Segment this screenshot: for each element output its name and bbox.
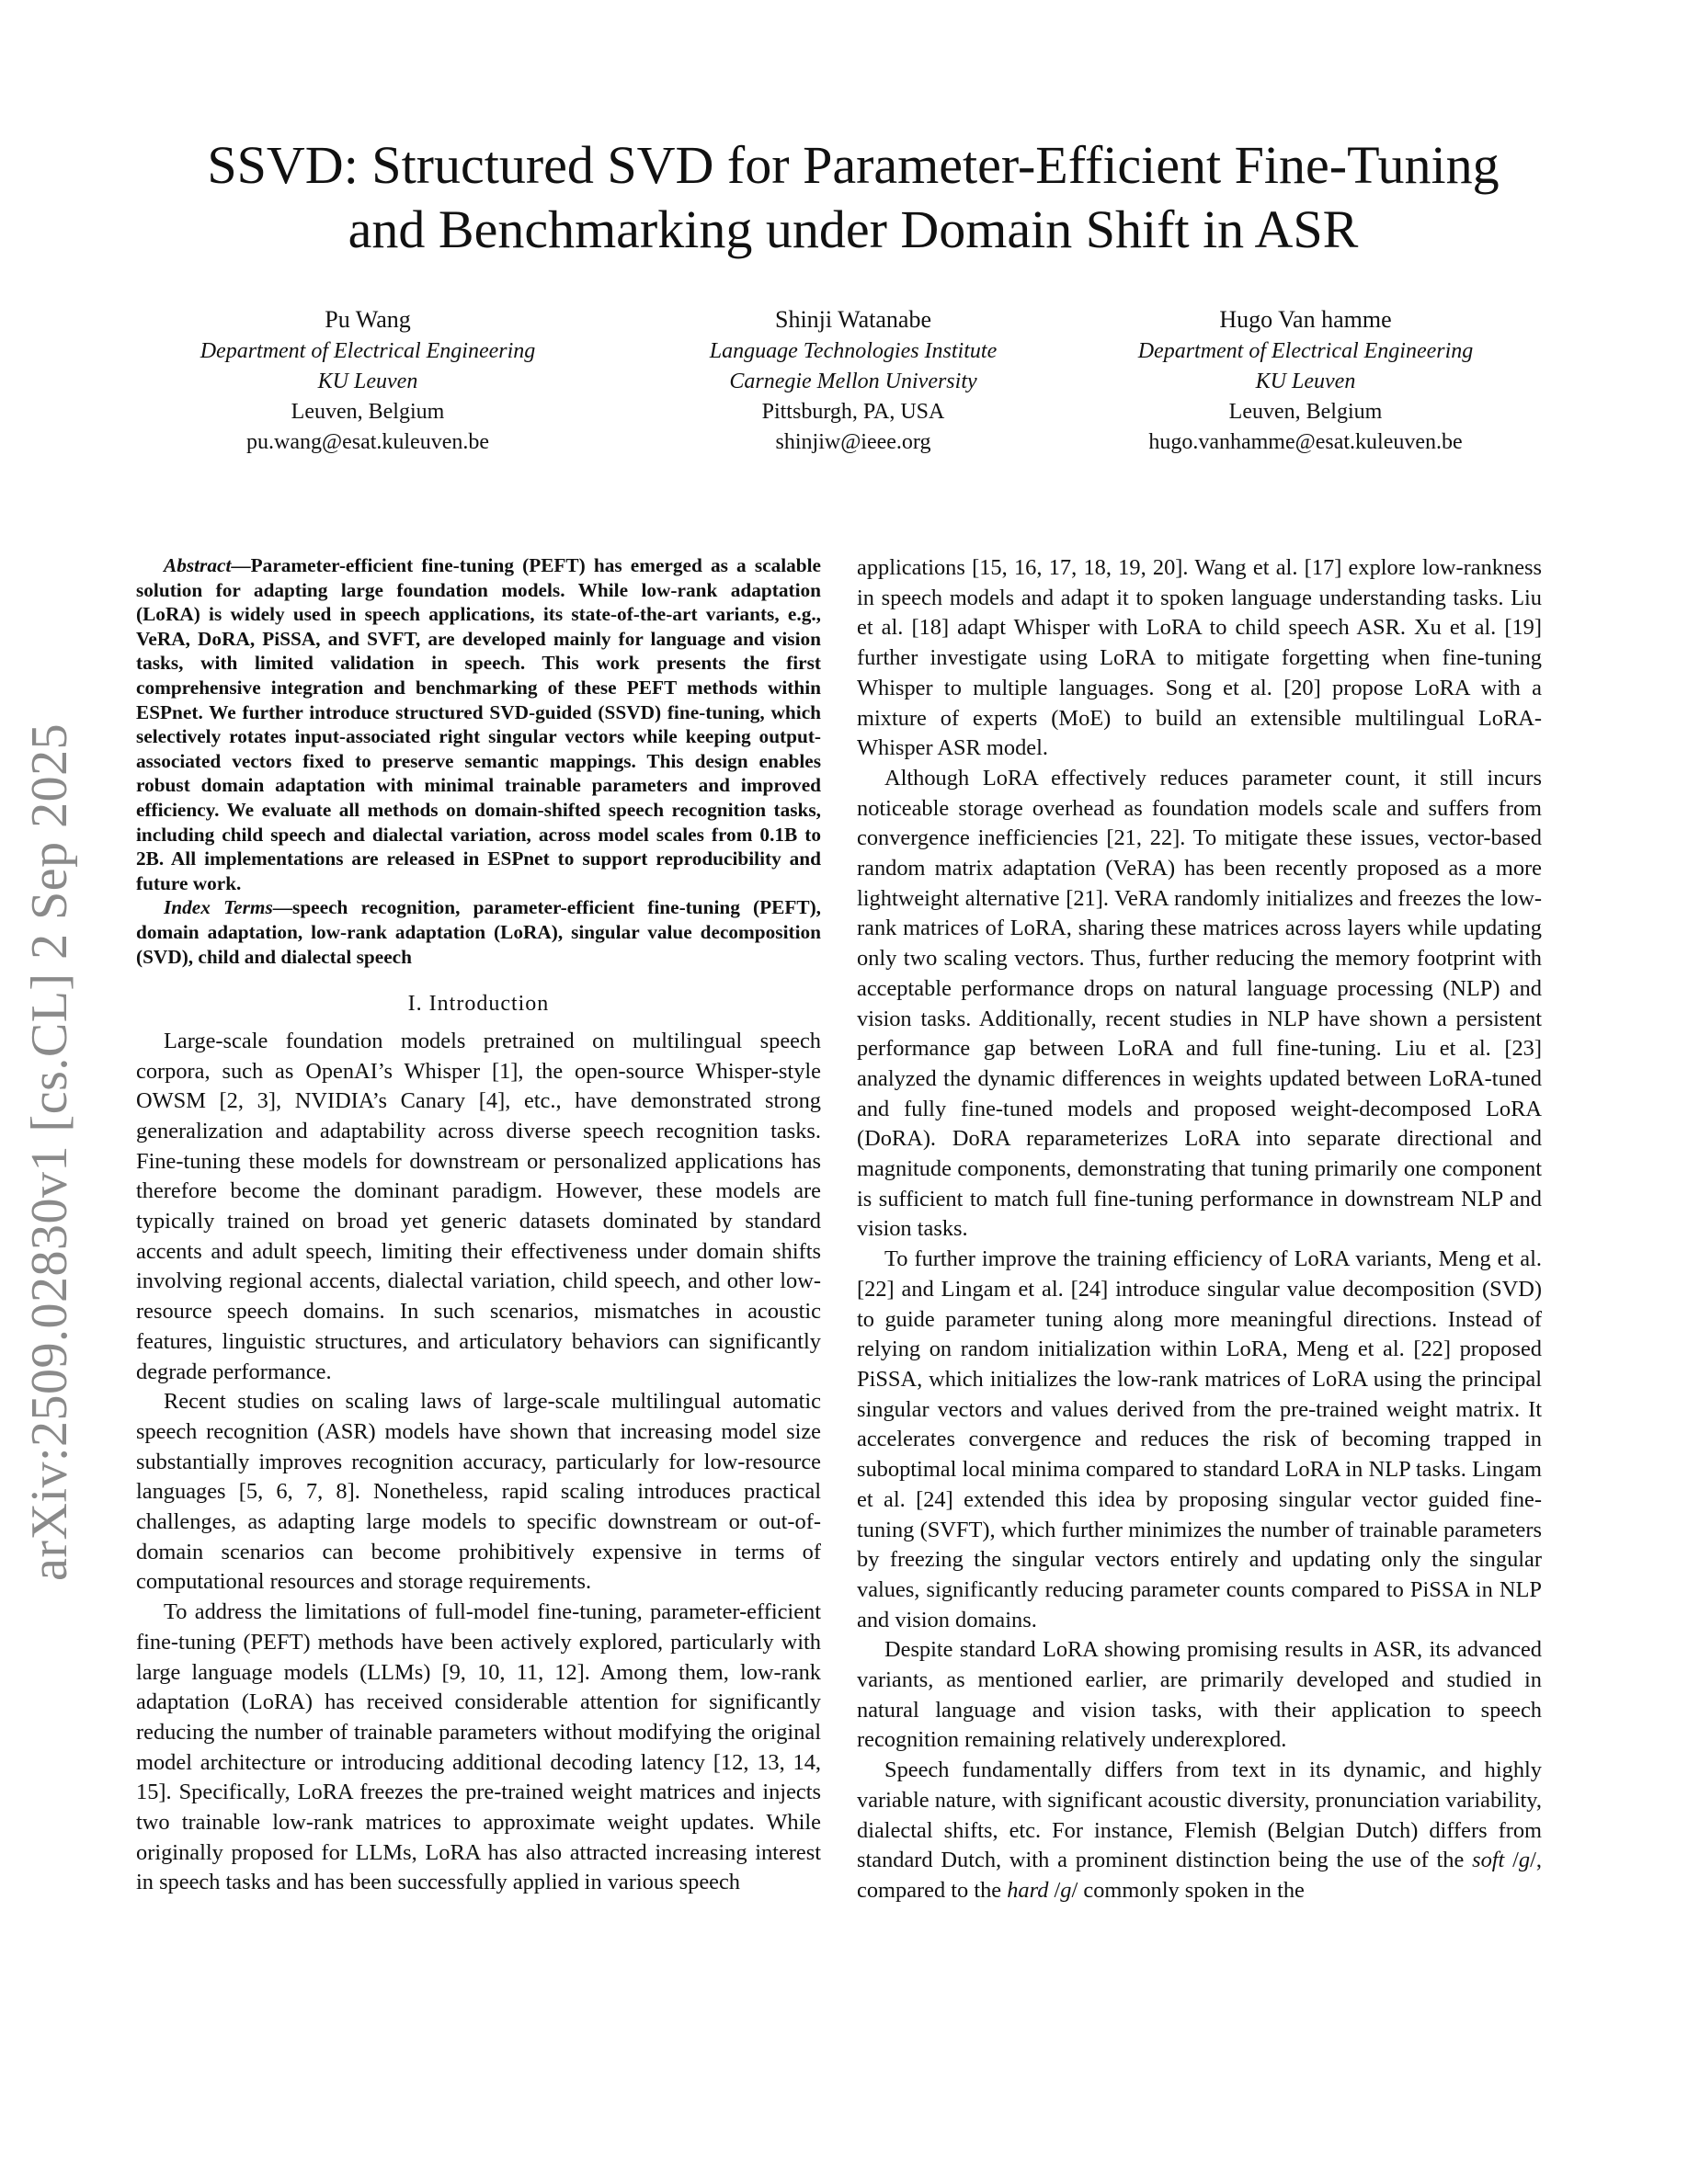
author-name: Pu Wang bbox=[325, 306, 411, 333]
index-terms-label: Index Terms bbox=[164, 896, 273, 919]
text-run: /, compared to the bbox=[857, 1848, 1542, 1903]
intro-paragraph-7 bbox=[857, 1756, 1542, 1906]
intro-paragraph-1: Large-scale foundation models pretrained on multilingual speech corpora, such as OpenAI’s Whisper [1], the open-source Whisper-style OWSM [2, 3], NVIDIA’s Canary [4], etc., have demonstrated strong generalization and adaptability across diverse speech recognition tasks. Fine-tuning these models for downstream or personalized applications has therefore become the dominant paradigm. However, these models are typically trained on broad yet generic datasets dominated by standard accents and adult speech, limiting their effectiveness under domain shifts involving regional accents, dialectal variation, child speech, and other low-resource speech domains. In such scenarios, mismatches in acoustic features, linguistic structures, and articulatory behaviors can significantly degrade performance. bbox=[136, 1028, 821, 1384]
author-location: Pittsburgh, PA, USA bbox=[761, 400, 945, 424]
author-institution: KU Leuven bbox=[317, 370, 418, 393]
author-email: shinjiw@ieee.org bbox=[775, 430, 931, 454]
arxiv-stamp: arXiv:2509.02830v1 [cs.CL] 2 Sep 2025 bbox=[21, 722, 78, 1581]
text-run: / bbox=[1504, 1848, 1519, 1873]
author-2 bbox=[614, 303, 1092, 458]
intro-paragraph-2: Recent studies on scaling laws of large-scale multilingual automatic speech recognition (ASR) models have shown that increasing model size substantially improves recognition accuracy, particularly for low-resource languages [5, 6, 7, 8]. Nonetheless, rapid scaling introduces practical challenges, as adapting large models to specific downstream or out-of-domain scenarios can become prohibitively expensive in terms of computational resources and storage requirements. bbox=[136, 1389, 821, 1595]
author-department: Department of Electrical Engineering bbox=[1137, 339, 1474, 363]
abstract-text: —Parameter-efficient fine-tuning (PEFT) has emerged as a scalable solution for adapting large foundation models. While low-rank adaptation (LoRA) is widely used in speech applications, its state-of-the-art variants, e.g., VeRA, DoRA, PiSSA, and SVFT, are developed mainly for language and vision tasks, with limited validation in speech. This work presents the first comprehensive integration and benchmarking of these PEFT methods within ESPnet. We further introduce structured SVD-guided (SSVD) fine-tuning, which selectively rotates input-associated right singular vectors while keeping output-associated vectors fixed to preserve semantic mappings. This design enables robust domain adaptation with minimal trainable parameters and improved efficiency. We evaluate all methods on domain-shifted speech recognition tasks, including child speech and dialectal variation, across model scales from 0.1B to 2B. All implementations are released in ESPnet to support reproducibility and future work. bbox=[136, 554, 821, 894]
author-3 bbox=[1066, 303, 1545, 458]
author-email: hugo.vanhamme@esat.kuleuven.be bbox=[1148, 430, 1463, 454]
intro-paragraph-6: Despite standard LoRA showing promising results in ASR, its advanced variants, as mentioned earlier, are primarily developed and studied in natural language and vision tasks, with their application to speech recognition remaining relatively underexplored. bbox=[857, 1637, 1542, 1753]
intro-paragraph-3-continued: applications [15, 16, 17, 18, 19, 20]. Wang et al. [17] explore low-rankness in speech models and adapt it to spoken language understanding tasks. Liu et al. [18] adapt Whisper with LoRA to child speech ASR. Xu et al. [19] further investigate using LoRA to mitigate forgetting when fine-tuning Whisper to multiple languages. Song et al. [20] propose LoRA with a mixture of experts (MoE) to build an extensible multilingual LoRA-Whisper ASR model. bbox=[857, 555, 1542, 761]
phoneme-g: g bbox=[1518, 1848, 1531, 1873]
phoneme-g: g bbox=[1060, 1877, 1072, 1903]
text-run: / commonly spoken in the bbox=[1071, 1877, 1305, 1903]
title-line-2: and Benchmarking under Domain Shift in ASR bbox=[348, 199, 1359, 259]
abstract-label: Abstract bbox=[164, 554, 232, 576]
section-heading-introduction: I. Introduction bbox=[407, 992, 550, 1017]
author-department: Language Technologies Institute bbox=[709, 339, 998, 363]
author-email: pu.wang@esat.kuleuven.be bbox=[245, 430, 490, 454]
italic-soft: soft bbox=[1472, 1848, 1505, 1873]
intro-paragraph-3: To address the limitations of full-model fine-tuning, parameter-efficient fine-tuning (PEFT) methods have been actively explored, particularly with large language models (LLMs) [9, 10, 11, 12]. Among them, low-rank adaptation (LoRA) has received considerable attention for significantly reducing the number of trainable parameters without modifying the original model architecture or introducing additional decoding latency [12, 13, 14, 15]. Specifically, LoRA freezes the pre-trained weight matrices and injects two trainable low-rank matrices to approximate weight updates. While originally proposed for LLMs, LoRA has also attracted increasing interest in speech tasks and has been successfully applied in various speech bbox=[136, 1599, 821, 1895]
italic-hard: hard bbox=[1007, 1877, 1049, 1903]
intro-paragraph-5: To further improve the training efficiency of LoRA variants, Meng et al. [22] and Lingam et al. [24] introduce singular value decomposition (SVD) to guide parameter tuning along more meaningful directions. Instead of relying on random initialization within LoRA, Meng et al. [22] proposed PiSSA, which initializes the low-rank matrices of LoRA using the principal singular vectors and values derived from the pre-trained weight matrix. It accelerates convergence and reduces the risk of becoming trapped in suboptimal local minima compared to standard LoRA in NLP tasks. Lingam et al. [24] extended this idea by proposing singular vector guided fine-tuning (SVFT), which further minimizes the number of trainable parameters by freezing the singular vectors entirely and updating only the singular values, significantly reducing parameter counts compared to PiSSA in NLP and vision domains. bbox=[857, 1246, 1542, 1632]
author-department: Department of Electrical Engineering bbox=[200, 339, 536, 363]
text-run: / bbox=[1048, 1877, 1061, 1903]
paper-title bbox=[129, 133, 1578, 262]
author-institution: Carnegie Mellon University bbox=[729, 370, 977, 393]
index-terms-text: —speech recognition, parameter-efficient fine-tuning (PEFT), domain adaptation, low-rank adaptation (LoRA), singular value decomposition (SVD), child and dialectal speech bbox=[136, 896, 821, 968]
left-column bbox=[136, 553, 821, 1898]
intro-paragraph-4: Although LoRA effectively reduces parameter count, it still incurs noticeable storage overhead as foundation models scale and suffers from convergence inefficiencies [21, 22]. To mitigate these issues, vector-based random matrix adaptation (VeRA) has been recently proposed as a more lightweight alternative [21]. VeRA randomly initializes and freezes the low-rank matrices of LoRA, sharing these matrices across layers while updating only two scaling vectors. Thus, further reducing the memory footprint with acceptable performance drops on natural language processing (NLP) and vision tasks. Additionally, recent studies in NLP have shown a persistent performance gap between LoRA and full fine-tuning. Liu et al. [23] analyzed the dynamic differences in weights updated between LoRA-tuned and fully fine-tuned models and proposed weight-decomposed LoRA (DoRA). DoRA reparameterizes LoRA into separate directional and magnitude components, demonstrating that tuning primarily one component is sufficient to match full fine-tuning performance in downstream NLP and vision tasks. bbox=[857, 765, 1542, 1242]
author-block bbox=[129, 303, 1578, 469]
author-1 bbox=[129, 303, 607, 458]
text-run: Speech fundamentally differs from text in its dynamic, and highly variable nature, with significant acoustic diversity, pronunciation variability, dialectal shifts, etc. For instance, Flemish (Belgian Dutch) differs from standard Dutch, with a prominent distinction being the use of the bbox=[857, 1757, 1542, 1873]
author-location: Leuven, Belgium bbox=[291, 400, 445, 424]
author-institution: KU Leuven bbox=[1255, 370, 1356, 393]
abstract bbox=[136, 553, 821, 969]
author-name: Shinji Watanabe bbox=[774, 306, 931, 333]
title-line-1: SSVD: Structured SVD for Parameter-Efficient Fine-Tuning bbox=[207, 135, 1500, 195]
author-location: Leuven, Belgium bbox=[1228, 400, 1383, 424]
right-column bbox=[857, 553, 1542, 1906]
author-name: Hugo Van hamme bbox=[1219, 306, 1392, 333]
